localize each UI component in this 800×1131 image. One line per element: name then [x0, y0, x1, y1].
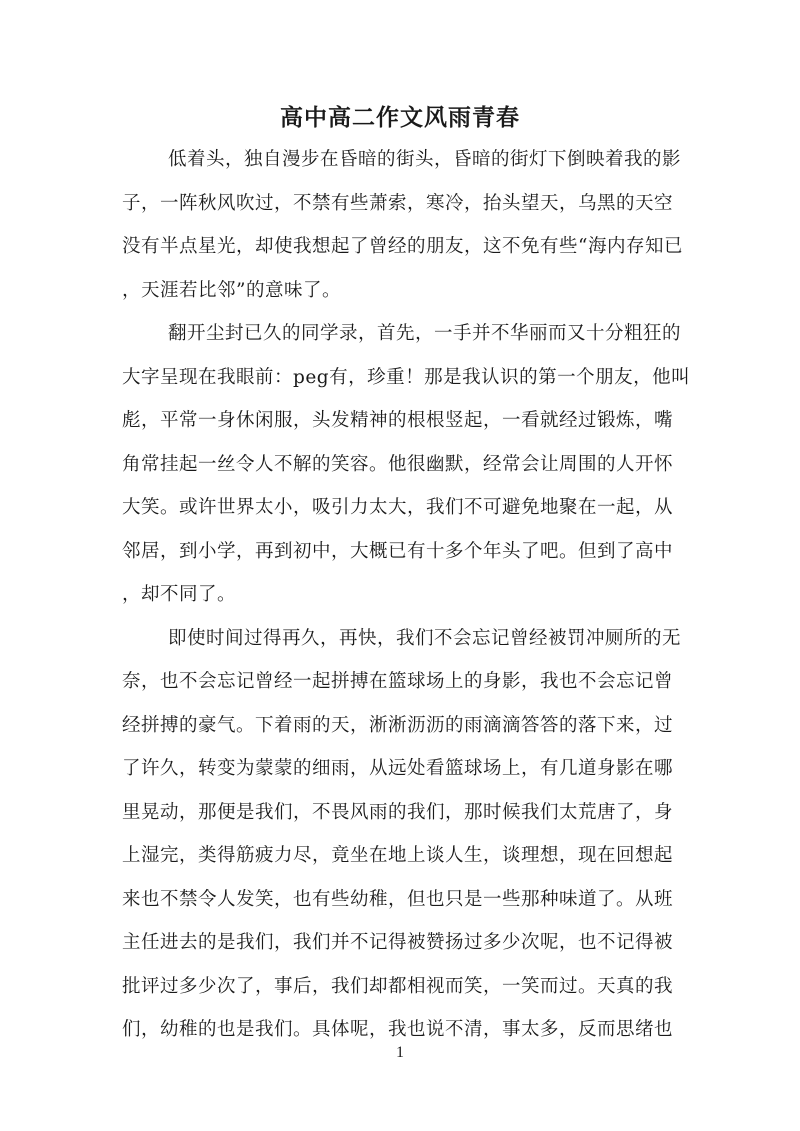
- paragraph-line: 翻开尘封已久的同学录，首先，一手并不华丽而又十分粗狂的: [168, 323, 682, 344]
- paragraph-line: 里晃动，那便是我们，不畏风雨的我们，那时候我们太荒唐了，身: [122, 801, 674, 823]
- paragraph-line: 经拼搏的豪气。下着雨的天，淅淅沥沥的雨滴滴答答的落下来，过: [122, 714, 674, 736]
- paragraph-line: 即使时间过得再久，再快，我们不会忘记曾经被罚冲厕所的无: [168, 627, 682, 649]
- paragraph-line: 们，幼稚的也是我们。具体呢，我也说不清，事太多，反而思绪也: [122, 1019, 674, 1040]
- paragraph-line: 主任进去的是我们，我们并不记得被赞扬过多少次呢，也不记得被: [122, 932, 674, 953]
- paragraph-line: 批评过多少次了，事后，我们却都相视而笑，一笑而过。天真的我: [122, 975, 674, 997]
- paragraph-line: 彪，平常一身休闲服，头发精神的根根竖起，一看就经过锻炼，嘴: [122, 410, 674, 431]
- paragraph-line: 子，一阵秋风吹过，不禁有些萧索，寒冷，抬头望天，乌黑的天空: [122, 192, 674, 214]
- paragraph-line: 邻居，到小学，再到初中，大概已有十多个年头了吧。但到了高中: [122, 540, 674, 562]
- paragraph-line: 大笑。或许世界太小，吸引力太大，我们不可避免地聚在一起，从: [122, 497, 674, 518]
- paragraph-line: 上湿完，类得筋疲力尽，竟坐在地上谈人生，谈理想，现在回想起: [122, 845, 674, 866]
- paragraph-line: 了许久，转变为蒙蒙的细雨，从远处看篮球场上，有几道身影在哪: [122, 758, 674, 779]
- paragraph-line: ，却不同了。: [122, 584, 237, 605]
- paragraph-line: 没有半点星光，却使我想起了曾经的朋友，这不免有些“海内存知已: [122, 236, 683, 257]
- paragraph-line: 低着头，独自漫步在昏暗的街头，昏暗的街灯下倒映着我的影: [168, 149, 682, 170]
- paragraph-line: 奈，也不会忘记曾经一起拼搏在篮球场上的身影，我也不会忘记曾: [122, 671, 674, 692]
- paragraph-line: ，天涯若比邻”的意味了。: [122, 279, 341, 301]
- paragraph-line: 大字呈现在我眼前：peg有，珍重！那是我认识的第一个朋友，他叫: [122, 366, 691, 388]
- paragraph-line: 角常挂起一丝令人不解的笑容。他很幽默，经常会让周围的人开怀: [122, 453, 674, 475]
- page-number: 1: [396, 1044, 404, 1061]
- paragraph-line: 来也不禁令人发笑，也有些幼稚，但也只是一些那种味道了。从班: [122, 888, 674, 910]
- document-title: 高中高二作文风雨青春: [280, 104, 520, 131]
